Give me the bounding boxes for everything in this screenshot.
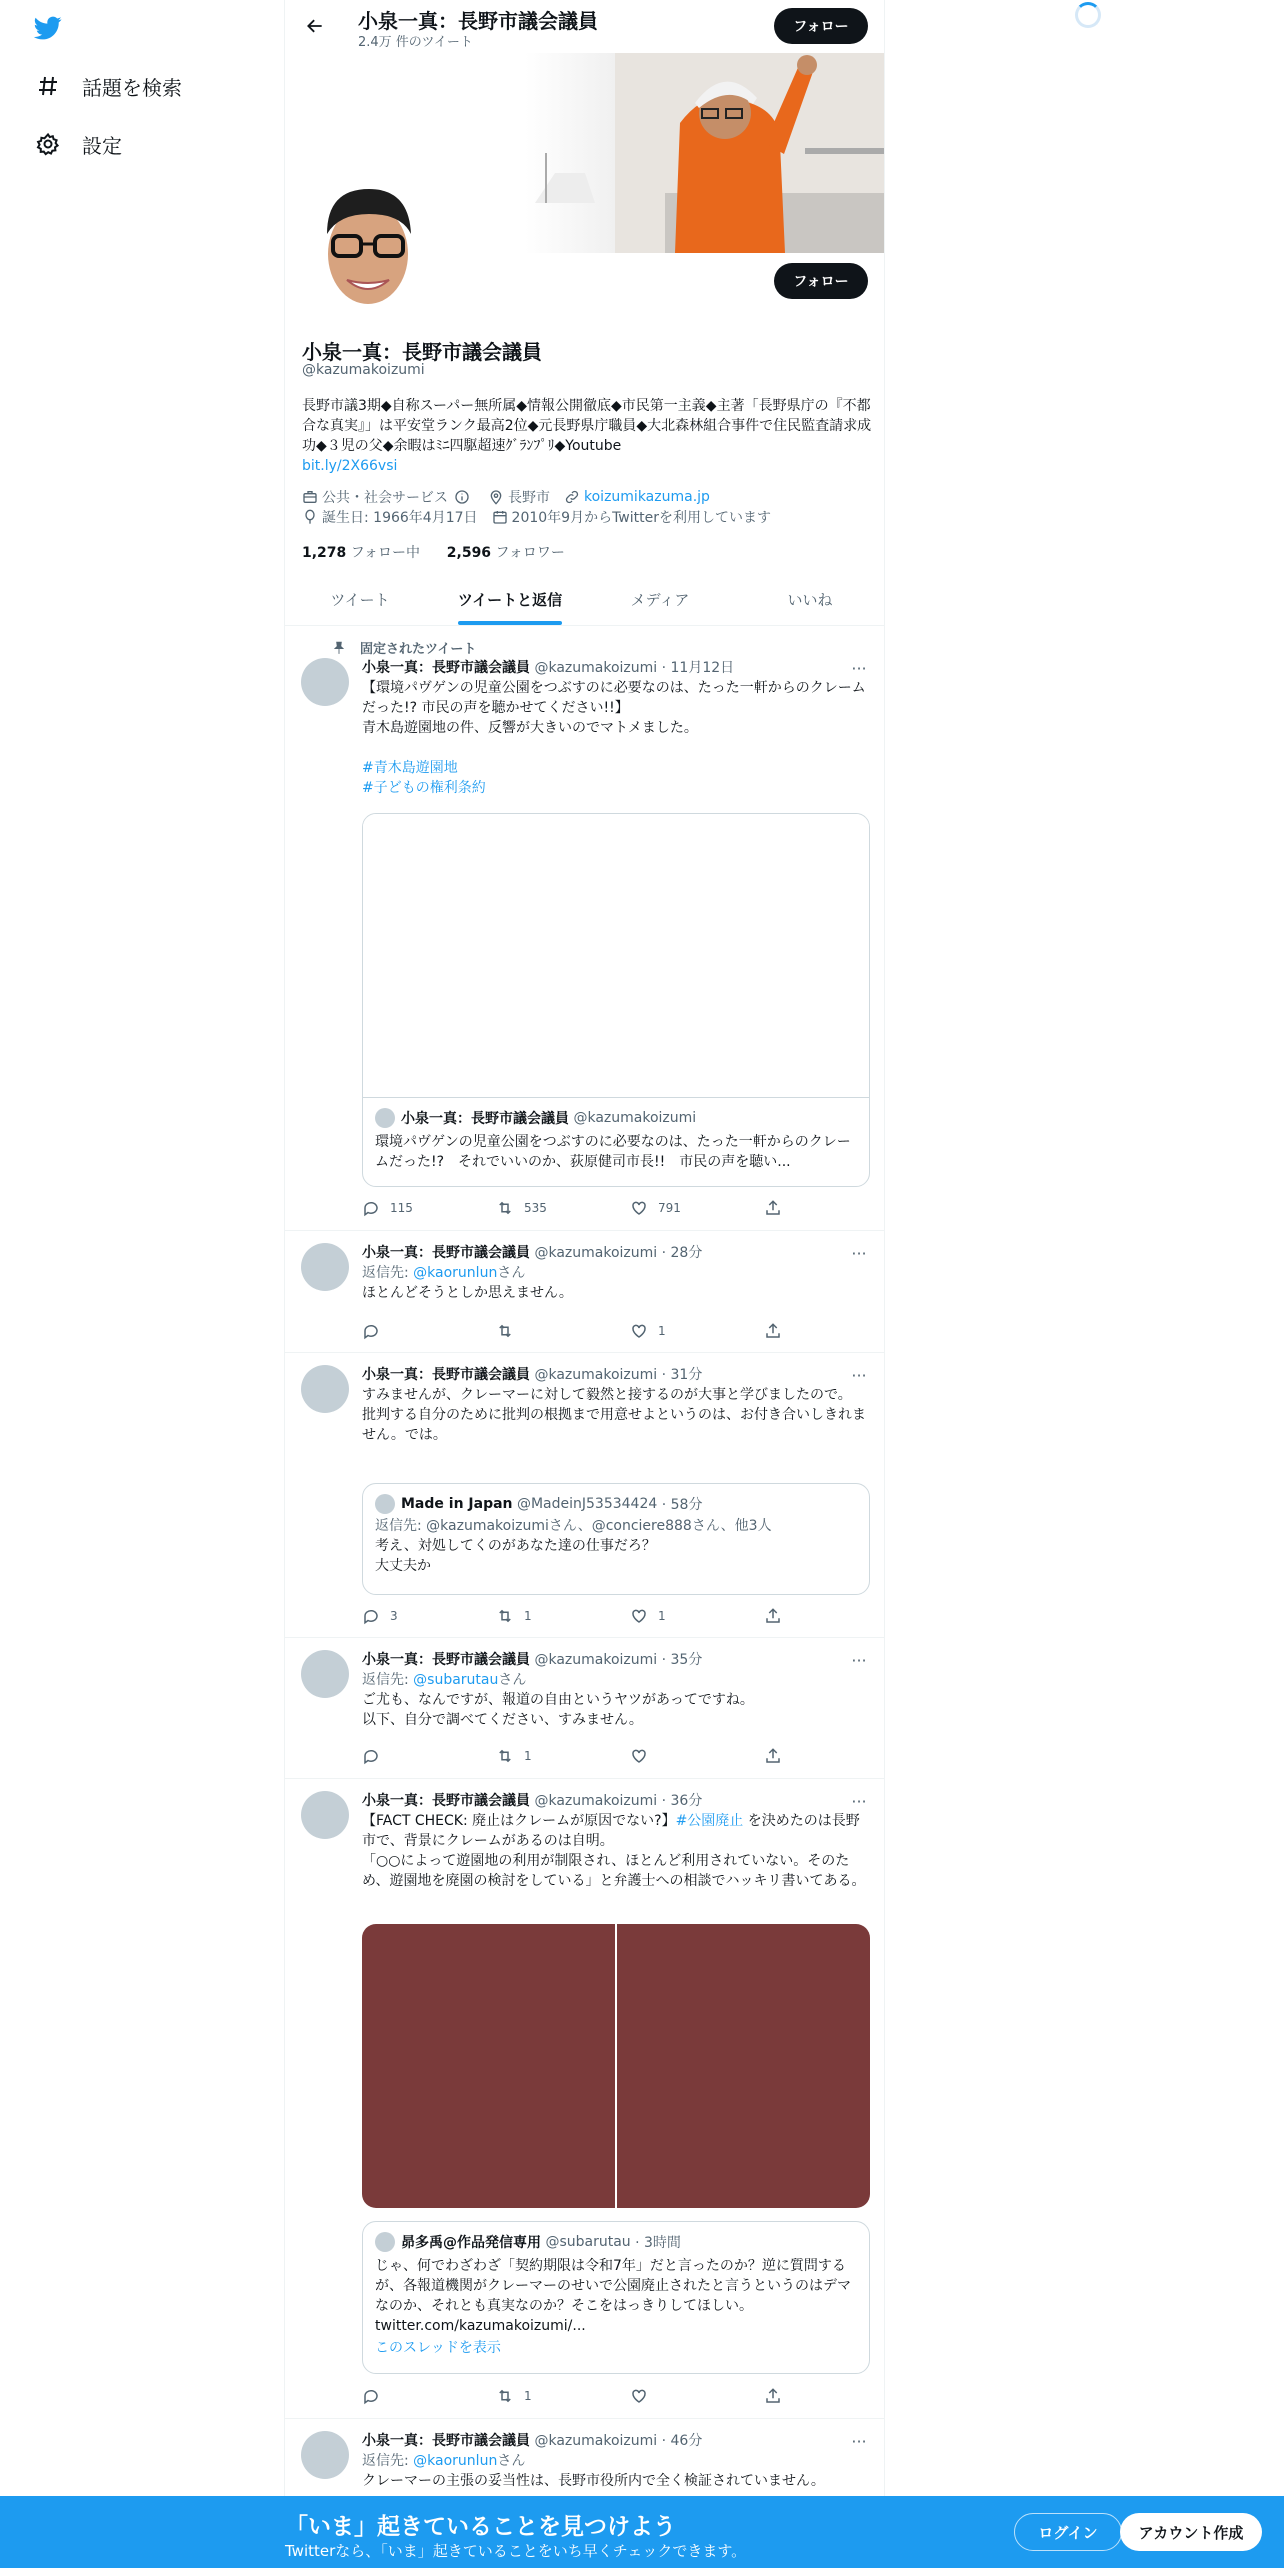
retweet-button[interactable]: 535 [496, 1198, 630, 1218]
reply-icon [362, 1322, 380, 1340]
tweet-content [362, 1650, 870, 1730]
share-icon [764, 1199, 782, 1217]
tweet-text: クレーマーの主張の妥当性は、長野市役所内で全く検証されていません。 [362, 2473, 825, 2489]
pin-icon [332, 641, 346, 655]
quote-header: 小泉一真：長野市議会議員 @kazumakoizumi [375, 1108, 857, 1128]
signup-prompt-bar [0, 2496, 1284, 2568]
retweet-button[interactable] [496, 1321, 630, 1341]
tweet-text: 【FACT CHECK: 廃止はクレームが原因でない?】#公園廃止 を決めたのは長野市で、背景にクレームがあるのは自明。 「○○によって遊園地の利用が制限され、ほとんど利用されていない。そのため、遊園地を廃園の検討をしている」と弁護士への相談でハッキリ書いてある。 [362, 1813, 866, 1889]
quote-avatar [375, 1108, 395, 1128]
share-button[interactable] [764, 1746, 792, 1766]
tab-likes[interactable]: いいね [787, 590, 833, 609]
website-link[interactable]: koizumikazuma.jp [584, 489, 710, 505]
profile-website [564, 489, 710, 505]
tab-media[interactable]: メディア [630, 590, 690, 609]
header-profile-name: 小泉一真：長野市議会議員 [358, 9, 598, 33]
share-icon [764, 1607, 782, 1625]
hashtag-icon [34, 72, 62, 100]
reply-icon [362, 1199, 380, 1217]
more-options-icon[interactable]: ··· [851, 1650, 867, 1670]
signup-button[interactable]: アカウント作成 [1120, 2513, 1262, 2551]
tweet-text: すみませんが、クレーマーに対して毅然と接するのが大事と学びましたので。 批判する自分のために批判の根拠まで用意せよというのは、お付き合いしきれません。では。 [362, 1387, 866, 1443]
hashtag-link[interactable]: #子どもの権利条約 [362, 780, 486, 796]
quoted-tweet-card[interactable] [362, 2221, 870, 2374]
profile-meta-row-1 [302, 487, 724, 507]
retweet-button[interactable]: 1 [496, 1606, 630, 1626]
reply-button[interactable] [362, 1746, 496, 1766]
more-options-icon[interactable]: ··· [851, 2431, 867, 2451]
tweet-text: 【環境パヴゲンの児童公園をつぶすのに必要なのは、たった一軒からのクレームだった!? 市民の声を聴かせてください!!】 青木島遊園地の件、反響が大きいのでマトメました。 [362, 680, 866, 736]
retweet-icon [496, 1607, 514, 1625]
tweet-avatar[interactable] [301, 1791, 349, 1839]
profile-category: 公共・社会サービス [302, 487, 474, 507]
quote-reply-context: 返信先: @kazumakoizumiさん、@conciere888さん、他3人 [375, 1518, 772, 1534]
tweet-item[interactable] [285, 1779, 885, 2419]
reply-to-link[interactable]: @subarutau [413, 1672, 499, 1688]
tweet-actions [362, 1198, 792, 1218]
pinned-label: 固定されたツイート [332, 638, 476, 657]
profile-follow-counts [302, 542, 565, 562]
retweet-icon [496, 1747, 514, 1765]
profile-column [284, 0, 885, 2568]
profile-birthday: 誕生日: 1966年4月17日 [302, 507, 478, 527]
tweet-actions [362, 1606, 792, 1626]
like-button[interactable] [630, 2386, 764, 2406]
quote-header: Made in Japan @MadeinJ53534424 · 58分 [375, 1494, 857, 1514]
reply-icon [362, 1747, 380, 1765]
profile-avatar[interactable] [301, 180, 435, 314]
media-image-1[interactable] [362, 1924, 615, 2208]
tweet-media-grid [362, 1924, 870, 2208]
tweet-item[interactable] [285, 1353, 885, 1638]
more-options-icon[interactable]: ··· [851, 1243, 867, 1263]
sidebar-item-label: 話題を検索 [82, 75, 182, 100]
heart-icon [630, 1199, 648, 1217]
heart-icon [630, 1322, 648, 1340]
reply-button[interactable]: 3 [362, 1606, 496, 1626]
tweet-avatar[interactable] [301, 2431, 349, 2479]
tweet-content [362, 658, 870, 798]
tweet-actions [362, 1746, 792, 1766]
hashtag-link[interactable]: #公園廃止 [675, 1813, 744, 1829]
tweet-header: 小泉一真：長野市議会議員 @kazumakoizumi · 31分 [362, 1367, 703, 1383]
quote-text: 環境パヴゲンの児童公園をつぶすのに必要なのは、たった一軒からのクレームだった!? それでいいのか、荻原健司市長!! 市民の声を聴い... [375, 1134, 851, 1170]
reply-button[interactable] [362, 1321, 496, 1341]
share-icon [764, 1322, 782, 1340]
heart-icon [630, 1607, 648, 1625]
card-media-blank [363, 814, 869, 1098]
tweet-actions [362, 2386, 792, 2406]
header-follow-button[interactable]: フォロー [774, 8, 868, 44]
share-button[interactable] [764, 1321, 792, 1341]
login-button[interactable]: ログイン [1014, 2513, 1122, 2551]
tweet-header: 小泉一真：長野市議会議員 @kazumakoizumi · 36分 [362, 1793, 703, 1809]
profile-tabs [285, 573, 885, 626]
like-button[interactable]: 791 [630, 1198, 764, 1218]
share-button[interactable] [764, 2386, 792, 2406]
reply-icon [362, 2387, 380, 2405]
retweet-icon [496, 1199, 514, 1217]
reply-context: 返信先: @subarutauさん [362, 1672, 527, 1688]
profile-follow-button[interactable]: フォロー [774, 263, 868, 299]
like-button[interactable]: 1 [630, 1321, 764, 1341]
tweet-actions [362, 1321, 792, 1341]
quote-text: 考え、対処してくのがあなた達の仕事だろ？ 大丈夫か [375, 1538, 656, 1574]
like-button[interactable] [630, 1746, 764, 1766]
show-thread-link[interactable]: このスレッドを表示 [375, 2340, 501, 2356]
quote-text: じゃ、何でわざわざ「契約期限は令和7年」だと言ったのか？逆に質問するが、各報道機関がクレーマーのせいで公園廃止されたと言うというのはデマなのか、それとも真実なのか？そこをはっきりしてほしい。 twitter.com/kazumakoizumi/... [375, 2258, 851, 2334]
tweet-header: 小泉一真：長野市議会議員 @kazumakoizumi · 46分 [362, 2433, 703, 2449]
tweet-text: ご尤も、なんですが、報道の自由というヤツがあってですね。 以下、自分で調べてください、すみません。 [362, 1692, 754, 1728]
quote-header: 昴多禹@作品発信専用 @subarutau · 3時間 [375, 2232, 857, 2252]
briefcase-icon [302, 489, 318, 505]
twitter-logo-icon[interactable] [32, 14, 64, 42]
retweet-button[interactable]: 1 [496, 1746, 630, 1766]
gear-icon [34, 130, 62, 158]
loading-spinner-icon [1075, 2, 1101, 28]
header-tweet-count: 2.4万 件のツイート [358, 35, 473, 50]
quote-avatar [375, 1494, 395, 1514]
share-icon [764, 1747, 782, 1765]
location-pin-icon [488, 489, 504, 505]
heart-icon [630, 2387, 648, 2405]
tweet-content [362, 1791, 870, 1891]
reply-context: 返信先: @kaorunlunさん [362, 2453, 526, 2469]
quote-avatar [375, 2232, 395, 2252]
profile-meta-row-2 [302, 507, 785, 527]
share-icon [764, 2387, 782, 2405]
heart-icon [630, 1747, 648, 1765]
profile-bio [302, 396, 872, 476]
sidebar-item-settings[interactable] [34, 124, 122, 164]
sidebar-item-label: 設定 [82, 133, 122, 158]
profile-name: 小泉一真：長野市議会議員 [302, 340, 542, 364]
tweet-item[interactable] [285, 1231, 885, 1353]
reply-context: 返信先: @kaorunlunさん [362, 1265, 526, 1281]
like-button[interactable]: 1 [630, 1606, 764, 1626]
tweet-content [362, 1365, 870, 1445]
following-link[interactable]: 1,278 フォロー中 [302, 545, 421, 561]
reply-to-link[interactable]: @kaorunlun [413, 2453, 498, 2469]
profile-location: 長野市 [488, 487, 550, 507]
tweet-content [362, 1243, 870, 1303]
reply-button[interactable] [362, 2386, 496, 2406]
share-button[interactable] [764, 1606, 792, 1626]
tweet-avatar[interactable] [301, 1243, 349, 1291]
profile-header [285, 0, 885, 53]
profile-handle: @kazumakoizumi [302, 362, 425, 378]
reply-icon [362, 1607, 380, 1625]
signup-prompt-subtitle: Twitterなら、「いま」起きていることをいち早くチェックできます。 [285, 2542, 747, 2560]
reply-to-link[interactable]: @kaorunlun [413, 1265, 498, 1281]
tweet-header: 小泉一真：長野市議会議員 @kazumakoizumi · 11月12日 [362, 660, 735, 676]
tweet-header: 小泉一真：長野市議会議員 @kazumakoizumi · 28分 [362, 1245, 703, 1261]
retweet-icon [496, 1322, 514, 1340]
quoted-tweet-card[interactable] [362, 813, 870, 1187]
back-arrow-icon[interactable] [301, 12, 329, 40]
balloon-icon [302, 509, 318, 525]
calendar-icon [492, 509, 508, 525]
quoted-tweet-card[interactable] [362, 1483, 870, 1595]
retweet-icon [496, 2387, 514, 2405]
info-icon [454, 489, 470, 505]
tweet-avatar[interactable] [301, 1365, 349, 1413]
more-options-icon[interactable]: ··· [851, 1365, 867, 1385]
sidebar [0, 0, 284, 2568]
profile-joined: 2010年9月からTwitterを利用しています [492, 507, 771, 527]
tweet-avatar[interactable] [301, 1650, 349, 1698]
tab-tweets-and-replies[interactable]: ツイートと返信 [435, 573, 585, 625]
share-button[interactable] [764, 1198, 792, 1218]
media-image-2[interactable] [617, 1924, 870, 2208]
tweet-avatar[interactable] [301, 658, 349, 706]
sidebar-item-explore[interactable] [34, 66, 182, 106]
reply-button[interactable]: 115 [362, 1198, 496, 1218]
more-options-icon[interactable]: ··· [851, 1791, 867, 1811]
tweet-pinned[interactable] [285, 627, 885, 1231]
signup-prompt-title: 「いま」起きていることを見つけよう [285, 2514, 676, 2540]
tweet-content [362, 2431, 870, 2491]
retweet-button[interactable]: 1 [496, 2386, 630, 2406]
tab-tweets[interactable]: ツイート [330, 590, 390, 609]
tweet-header: 小泉一真：長野市議会議員 @kazumakoizumi · 35分 [362, 1652, 703, 1668]
tweet-item[interactable] [285, 1638, 885, 1779]
more-options-icon[interactable]: ··· [851, 658, 867, 678]
tweet-text: ほとんどそうとしか思えません。 [362, 1285, 573, 1301]
followers-link[interactable]: 2,596 フォロワー [446, 545, 565, 561]
bio-link[interactable]: bit.ly/2X66vsi [302, 458, 398, 474]
bio-text: 長野市議3期◆自称スーパー無所属◆情報公開徹底◆市民第一主義◆主著「長野県庁の『不都合な真実』」は平安堂ランク最高2位◆元長野県庁職員◆大北森林組合事件で住民監査請求成功◆３児の父◆余暇はﾐﾆ四駆超速ｸﾞﾗﾝﾌﾟﾘ◆Youtube [302, 398, 872, 454]
hashtag-link[interactable]: #青木島遊園地 [362, 760, 458, 776]
link-icon [564, 489, 580, 505]
